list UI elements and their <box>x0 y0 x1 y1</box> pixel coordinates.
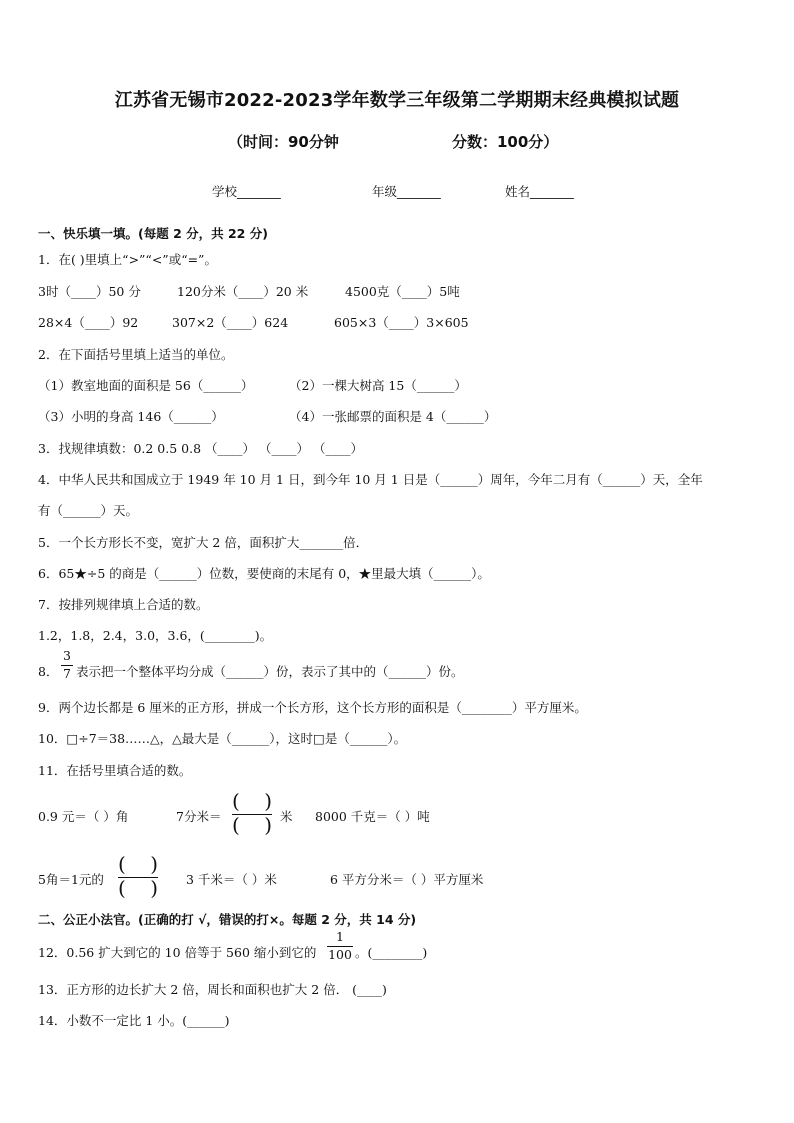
q1-item: 120分米（____）20 米 <box>177 284 309 299</box>
question-4-cont: 有（______）天。 <box>38 503 139 518</box>
question-12-answer: 。(________) <box>355 945 428 960</box>
question-10: 10．□÷7＝38……△，△最大是（______），这时□是（______）。 <box>38 731 407 746</box>
question-4: 4．中华人民共和国成立于 1949 年 10 月 1 日，到今年 10 月 1 日是（______）周年，今年二月有（______）天，全年 <box>38 472 703 487</box>
paren-right: ) <box>264 789 272 813</box>
q1-item: 307×2（____）624 <box>172 315 289 330</box>
fraction-denominator: 100 <box>328 946 352 962</box>
q1-item: 28×4（____）92 <box>38 315 139 330</box>
paren-right: ) <box>150 876 158 900</box>
question-13: 13．正方形的边长扩大 2 倍，周长和面积也扩大 2 倍． (____) <box>38 982 387 997</box>
section-1-heading: 一、快乐填一填。(每题 2 分，共 22 分) <box>38 226 268 241</box>
question-7-sequence: 1.2，1.8，2.4，3.0，3.6，(________)。 <box>38 628 273 643</box>
q1-item: 3时（____）50 分 <box>38 284 141 299</box>
q11-item-b: 7分米＝ <box>176 809 222 824</box>
fraction-numerator: 3 <box>63 648 71 663</box>
section-2-heading: 二、公正小法官。(正确的打 √，错误的打×。每题 2 分，共 14 分) <box>38 912 417 927</box>
question-8: 表示把一个整体平均分成（______）份，表示了其中的（______）份。 <box>76 664 464 679</box>
blank-fraction <box>230 791 274 837</box>
question-3: 3．找规律填数：0.2 0.5 0.8 （____） （____） （____） <box>38 441 363 456</box>
q11-item-d: 5角＝1元的 <box>38 872 104 887</box>
page-title: 江苏省无锡市2022-2023学年数学三年级第二学期期末经典模拟试题 <box>114 90 680 111</box>
question-14: 14．小数不一定比 1 小。(______) <box>38 1013 230 1028</box>
fraction-1-100 <box>327 931 353 961</box>
question-2: 2．在下面括号里填上适当的单位。 <box>38 347 234 362</box>
blank-fraction <box>116 854 160 900</box>
paren-left: ( <box>118 852 126 876</box>
paren-left: ( <box>118 876 126 900</box>
q11-item-f: 6 平方分米＝（ ）平方厘米 <box>330 872 484 887</box>
q2-item: （4）一张邮票的面积是 4（______） <box>289 409 497 424</box>
q2-item: （2）一棵大树高 15（______） <box>289 378 467 393</box>
question-8-label: 8． <box>38 664 59 679</box>
question-1: 1．在( )里填上“>”“<”或“=”。 <box>38 252 217 267</box>
fraction-denominator: 7 <box>63 665 71 681</box>
q2-item: （1）教室地面的面积是 56（______） <box>38 378 254 393</box>
q1-item: 4500克（____）5吨 <box>345 284 460 299</box>
fraction-numerator: 1 <box>336 929 344 944</box>
q11-item-c: 8000 千克＝（ ）吨 <box>315 809 430 824</box>
question-7: 7．按排列规律填上合适的数。 <box>38 597 209 612</box>
paren-right: ) <box>264 813 272 837</box>
q11-item-e: 3 千米＝（ ）米 <box>186 872 277 887</box>
question-11: 11．在括号里填合适的数。 <box>38 763 192 778</box>
question-5: 5．一个长方形长不变，宽扩大 2 倍，面积扩大_______倍． <box>38 535 369 550</box>
question-12: 12．0.56 扩大到它的 10 倍等于 560 缩小到它的 <box>38 945 317 960</box>
question-6: 6．65★÷5 的商是（______）位数，要使商的末尾有 0，★里最大填（______）。 <box>38 566 490 581</box>
paren-left: ( <box>232 813 240 837</box>
paren-right: ) <box>150 852 158 876</box>
q11-item-a: 0.9 元＝（ ）角 <box>38 809 129 824</box>
school-field: 学校_______ <box>212 184 281 199</box>
paren-left: ( <box>232 789 240 813</box>
exam-score: 分数：100分） <box>452 133 559 151</box>
question-9: 9．两个边长都是 6 厘米的正方形，拼成一个长方形，这个长方形的面积是（________）平方厘米。 <box>38 700 587 715</box>
q2-item: （3）小明的身高 146（______） <box>38 409 224 424</box>
q1-item: 605×3（____）3×605 <box>334 315 469 330</box>
name-field: 姓名_______ <box>505 184 574 199</box>
q11-unit: 米 <box>280 809 293 824</box>
exam-time: （时间：90分钟 <box>228 133 339 151</box>
fraction-3-7 <box>61 650 73 680</box>
grade-field: 年级_______ <box>372 184 441 199</box>
